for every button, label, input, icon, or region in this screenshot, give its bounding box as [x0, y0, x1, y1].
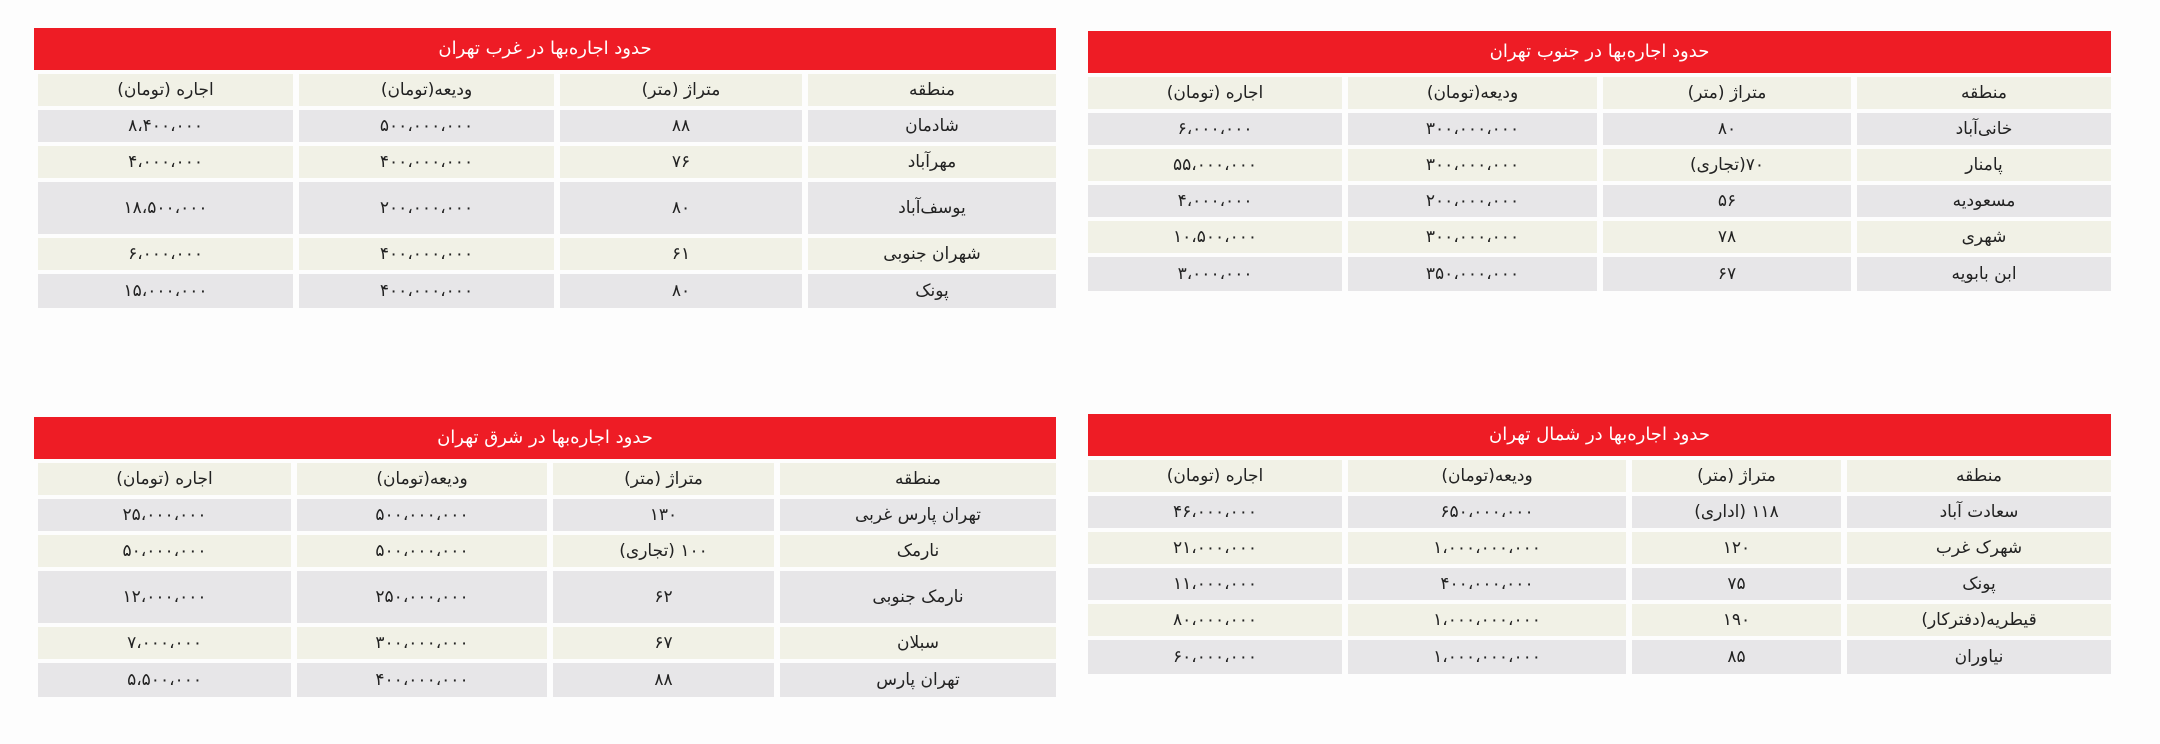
col-region-header: منطقه	[1847, 460, 2111, 492]
rent-cell: ۴۶،۰۰۰،۰۰۰	[1088, 496, 1342, 528]
table-row	[34, 571, 1056, 623]
rent-cell: ۲۱،۰۰۰،۰۰۰	[1088, 532, 1342, 564]
table-row	[34, 499, 1056, 531]
rent-cell: ۱۲،۰۰۰،۰۰۰	[38, 571, 291, 623]
area-cell: ۱۱۸ (اداری)	[1632, 496, 1841, 528]
col-area-header: متراژ (متر)	[553, 463, 774, 495]
table-row	[34, 535, 1056, 567]
col-rent-header: اجاره (تومان)	[1088, 77, 1342, 109]
east-tehran-rent-table	[34, 417, 1056, 697]
table-row	[1088, 221, 2111, 253]
region-cell: مهرآباد	[808, 146, 1056, 178]
area-cell: ۸۰	[560, 274, 802, 308]
rent-cell: ۶،۰۰۰،۰۰۰	[1088, 113, 1342, 145]
area-cell: ۵۶	[1603, 185, 1851, 217]
area-cell: ۸۰	[1603, 113, 1851, 145]
rent-cell: ۲۵،۰۰۰،۰۰۰	[38, 499, 291, 531]
deposit-cell: ۶۵۰،۰۰۰،۰۰۰	[1348, 496, 1626, 528]
table-row	[34, 663, 1056, 697]
area-cell: ۶۱	[560, 238, 802, 270]
area-cell: ۱۳۰	[553, 499, 774, 531]
deposit-cell: ۳۵۰،۰۰۰،۰۰۰	[1348, 257, 1597, 291]
rent-cell: ۱۸،۵۰۰،۰۰۰	[38, 182, 293, 234]
table-row	[1088, 257, 2111, 291]
table-row	[1088, 113, 2111, 145]
deposit-cell: ۴۰۰،۰۰۰،۰۰۰	[299, 146, 554, 178]
deposit-cell: ۴۰۰،۰۰۰،۰۰۰	[297, 663, 547, 697]
table-title: حدود اجاره‌بها در شرق تهران	[34, 417, 1056, 459]
col-deposit-header: ودیعه(تومان)	[297, 463, 547, 495]
region-cell: شادمان	[808, 110, 1056, 142]
table-row	[1088, 149, 2111, 181]
deposit-cell: ۴۰۰،۰۰۰،۰۰۰	[299, 238, 554, 270]
area-cell: ۶۷	[553, 627, 774, 659]
area-cell: ۸۸	[560, 110, 802, 142]
deposit-cell: ۵۰۰،۰۰۰،۰۰۰	[297, 535, 547, 567]
region-cell: نارمک	[780, 535, 1056, 567]
rent-cell: ۷،۰۰۰،۰۰۰	[38, 627, 291, 659]
north-tehran-rent-table	[1088, 414, 2111, 674]
region-cell: مسعودیه	[1857, 185, 2111, 217]
west-tehran-rent-table	[34, 28, 1056, 308]
area-cell: ۶۷	[1603, 257, 1851, 291]
col-region-header: منطقه	[1857, 77, 2111, 109]
rent-cell: ۵۰،۰۰۰،۰۰۰	[38, 535, 291, 567]
rent-cell: ۸۰،۰۰۰،۰۰۰	[1088, 604, 1342, 636]
region-cell: یوسف‌آباد	[808, 182, 1056, 234]
deposit-cell: ۴۰۰،۰۰۰،۰۰۰	[299, 274, 554, 308]
col-region-header: منطقه	[808, 74, 1056, 106]
col-deposit-header: ودیعه(تومان)	[299, 74, 554, 106]
area-cell: ۷۶	[560, 146, 802, 178]
col-area-header: متراژ (متر)	[1632, 460, 1841, 492]
deposit-cell: ۵۰۰،۰۰۰،۰۰۰	[297, 499, 547, 531]
region-cell: شهران جنوبی	[808, 238, 1056, 270]
table-row	[34, 274, 1056, 308]
table-row	[34, 238, 1056, 270]
col-rent-header: اجاره (تومان)	[1088, 460, 1342, 492]
table-header-row	[1088, 460, 2111, 492]
region-cell: نیاوران	[1847, 640, 2111, 674]
rent-cell: ۱۱،۰۰۰،۰۰۰	[1088, 568, 1342, 600]
col-rent-header: اجاره (تومان)	[38, 463, 291, 495]
region-cell: پونک	[1847, 568, 2111, 600]
rent-cell: ۴،۰۰۰،۰۰۰	[38, 146, 293, 178]
table-title: حدود اجاره‌بها در شمال تهران	[1088, 414, 2111, 456]
rent-cell: ۴،۰۰۰،۰۰۰	[1088, 185, 1342, 217]
region-cell: خانی‌آباد	[1857, 113, 2111, 145]
area-cell: ۷۵	[1632, 568, 1841, 600]
region-cell: نارمک جنوبی	[780, 571, 1056, 623]
deposit-cell: ۴۰۰،۰۰۰،۰۰۰	[1348, 568, 1626, 600]
table-row	[1088, 532, 2111, 564]
region-cell: شهری	[1857, 221, 2111, 253]
table-row	[1088, 185, 2111, 217]
area-cell: ۸۸	[553, 663, 774, 697]
area-cell: ۸۵	[1632, 640, 1841, 674]
rent-cell: ۵،۵۰۰،۰۰۰	[38, 663, 291, 697]
region-cell: شهرک غرب	[1847, 532, 2111, 564]
col-area-header: متراژ (متر)	[1603, 77, 1851, 109]
table-row	[34, 110, 1056, 142]
region-cell: سعادت آباد	[1847, 496, 2111, 528]
table-title: حدود اجاره‌بها در غرب تهران	[34, 28, 1056, 70]
south-tehran-rent-table	[1088, 31, 2111, 291]
table-row	[1088, 568, 2111, 600]
region-cell: تهران پارس	[780, 663, 1056, 697]
deposit-cell: ۳۰۰،۰۰۰،۰۰۰	[1348, 113, 1597, 145]
deposit-cell: ۳۰۰،۰۰۰،۰۰۰	[297, 627, 547, 659]
table-row	[1088, 640, 2111, 674]
deposit-cell: ۲۰۰،۰۰۰،۰۰۰	[299, 182, 554, 234]
col-deposit-header: ودیعه(تومان)	[1348, 77, 1597, 109]
region-cell: قیطریه(دفترکار)	[1847, 604, 2111, 636]
area-cell: ۷۰(تجاری)	[1603, 149, 1851, 181]
table-row	[1088, 604, 2111, 636]
col-area-header: متراژ (متر)	[560, 74, 802, 106]
area-cell: ۸۰	[560, 182, 802, 234]
deposit-cell: ۱،۰۰۰،۰۰۰،۰۰۰	[1348, 532, 1626, 564]
col-deposit-header: ودیعه(تومان)	[1348, 460, 1626, 492]
table-title: حدود اجاره‌بها در جنوب تهران	[1088, 31, 2111, 73]
area-cell: ۷۸	[1603, 221, 1851, 253]
rent-cell: ۵۵،۰۰۰،۰۰۰	[1088, 149, 1342, 181]
table-row	[34, 146, 1056, 178]
deposit-cell: ۲۵۰،۰۰۰،۰۰۰	[297, 571, 547, 623]
rent-cell: ۱۵،۰۰۰،۰۰۰	[38, 274, 293, 308]
region-cell: پونک	[808, 274, 1056, 308]
deposit-cell: ۵۰۰،۰۰۰،۰۰۰	[299, 110, 554, 142]
rent-cell: ۳،۰۰۰،۰۰۰	[1088, 257, 1342, 291]
table-row	[34, 182, 1056, 234]
region-cell: ابن بابویه	[1857, 257, 2111, 291]
col-region-header: منطقه	[780, 463, 1056, 495]
deposit-cell: ۳۰۰،۰۰۰،۰۰۰	[1348, 149, 1597, 181]
region-cell: پامنار	[1857, 149, 2111, 181]
rent-cell: ۱۰،۵۰۰،۰۰۰	[1088, 221, 1342, 253]
rent-cell: ۸،۴۰۰،۰۰۰	[38, 110, 293, 142]
table-row	[1088, 496, 2111, 528]
area-cell: ۱۰۰ (تجاری)	[553, 535, 774, 567]
deposit-cell: ۳۰۰،۰۰۰،۰۰۰	[1348, 221, 1597, 253]
table-row	[34, 627, 1056, 659]
rent-cell: ۶،۰۰۰،۰۰۰	[38, 238, 293, 270]
deposit-cell: ۱،۰۰۰،۰۰۰،۰۰۰	[1348, 604, 1626, 636]
area-cell: ۱۲۰	[1632, 532, 1841, 564]
region-cell: تهران پارس غربی	[780, 499, 1056, 531]
table-header-row	[34, 74, 1056, 106]
rent-cell: ۶۰،۰۰۰،۰۰۰	[1088, 640, 1342, 674]
table-header-row	[1088, 77, 2111, 109]
region-cell: سبلان	[780, 627, 1056, 659]
area-cell: ۱۹۰	[1632, 604, 1841, 636]
area-cell: ۶۲	[553, 571, 774, 623]
table-header-row	[34, 463, 1056, 495]
deposit-cell: ۱،۰۰۰،۰۰۰،۰۰۰	[1348, 640, 1626, 674]
deposit-cell: ۲۰۰،۰۰۰،۰۰۰	[1348, 185, 1597, 217]
col-rent-header: اجاره (تومان)	[38, 74, 293, 106]
